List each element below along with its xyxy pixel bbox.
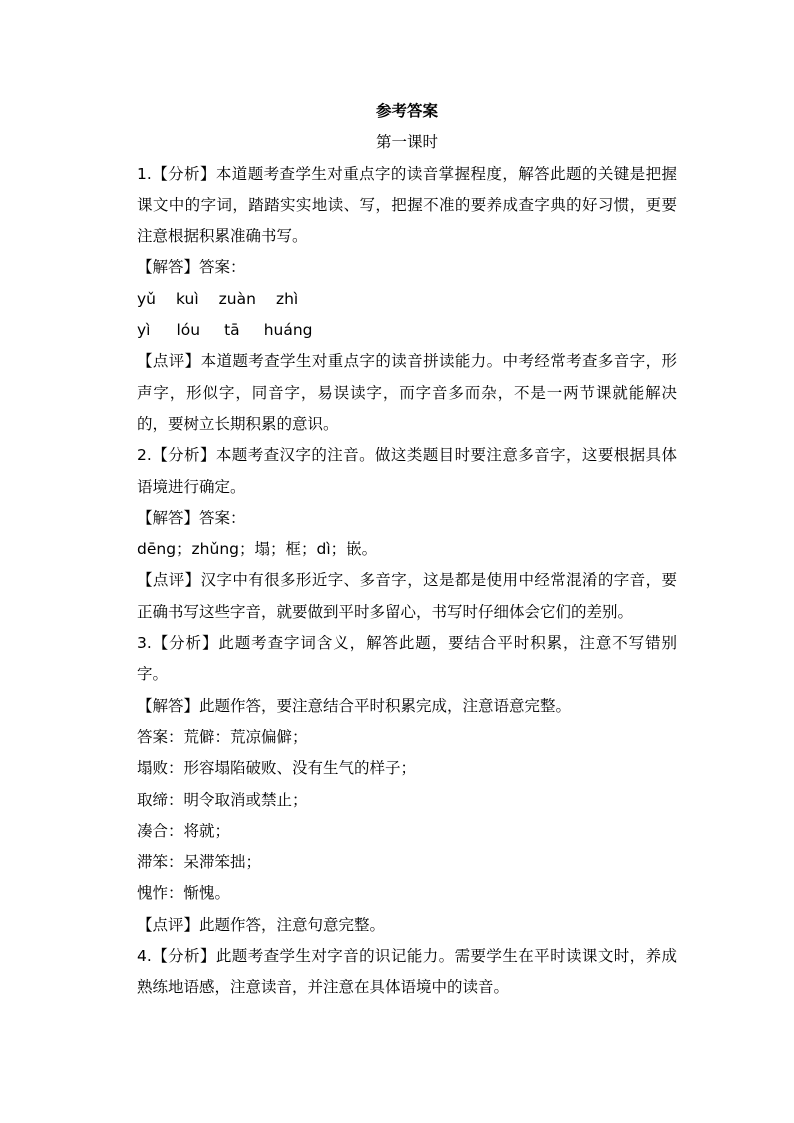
page-title: 参考答案 bbox=[375, 102, 438, 120]
answer-content bbox=[137, 96, 677, 1004]
q3-answer-intro: 【解答】此题作答，要注意结合平时积累完成，注意语意完整。 bbox=[137, 696, 572, 715]
pinyin-item: zhì bbox=[275, 289, 299, 308]
q3-answer-item: 答案：荒僻：荒凉偏僻； bbox=[137, 727, 308, 746]
q3-answer-item: 愧怍：惭愧。 bbox=[137, 884, 231, 903]
q1-pinyin-row-2 bbox=[137, 315, 677, 346]
q3-comment: 【点评】此题作答，注意句意完整。 bbox=[137, 915, 386, 934]
pinyin-item: zuàn bbox=[218, 289, 256, 308]
pinyin-item: huáng bbox=[263, 321, 313, 340]
pinyin-item: yì bbox=[137, 321, 151, 340]
q3-analysis: 3.【分析】此题考查字词含义，解答此题，要结合平时积累，注意不写错别字。 bbox=[137, 634, 677, 684]
q2-answer-label: 【解答】答案： bbox=[137, 508, 246, 527]
pinyin-item: tā bbox=[224, 321, 240, 340]
q1-answer-label: 【解答】答案： bbox=[137, 258, 246, 277]
q2-analysis: 2.【分析】本题考查汉字的注音。做这类题目时要注意多音字，这要根据具体语境进行确定。 bbox=[137, 446, 677, 496]
pinyin-item: lóu bbox=[176, 321, 201, 340]
q3-answer-item: 塌败：形容塌陷破败、没有生气的样子； bbox=[137, 759, 417, 778]
q4-analysis: 4.【分析】此题考查学生对字音的识记能力。需要学生在平时读课文时，养成熟练地语感，注意读音，并注意在具体语境中的读音。 bbox=[137, 947, 677, 997]
pinyin-item: kuì bbox=[176, 289, 199, 308]
q3-answer-item: 滞笨：呆滞笨拙； bbox=[137, 853, 262, 872]
q1-pinyin-row-1 bbox=[137, 284, 677, 315]
q1-analysis: 1.【分析】本道题考查学生对重点字的读音掌握程度，解答此题的关键是把握课文中的字词，踏踏实实地读、写，把握不准的要养成查字典的好习惯，更要注意根据积累准确书写。 bbox=[137, 164, 677, 246]
q2-comment: 【点评】汉字中有很多形近字、多音字，这是都是使用中经常混淆的字音，要正确书写这些字音，就要做到平时多留心，书写时仔细体会它们的差别。 bbox=[137, 571, 677, 621]
lesson-subtitle: 第一课时 bbox=[375, 133, 438, 152]
q3-answer-item: 取缔：明令取消或禁止； bbox=[137, 790, 308, 809]
q3-answer-item: 凑合：将就； bbox=[137, 821, 231, 840]
q1-comment: 【点评】本道题考查学生对重点字的读音拼读能力。中考经常考查多音字，形声字，形似字，同音字，易误读字，而字音多而杂，不是一两节课就能解决的，要树立长期积累的意识。 bbox=[137, 352, 677, 433]
pinyin-item: yǔ bbox=[137, 289, 156, 308]
q2-answer-text: dēng；zhǔng；塌；框；dì；嵌。 bbox=[137, 540, 378, 559]
